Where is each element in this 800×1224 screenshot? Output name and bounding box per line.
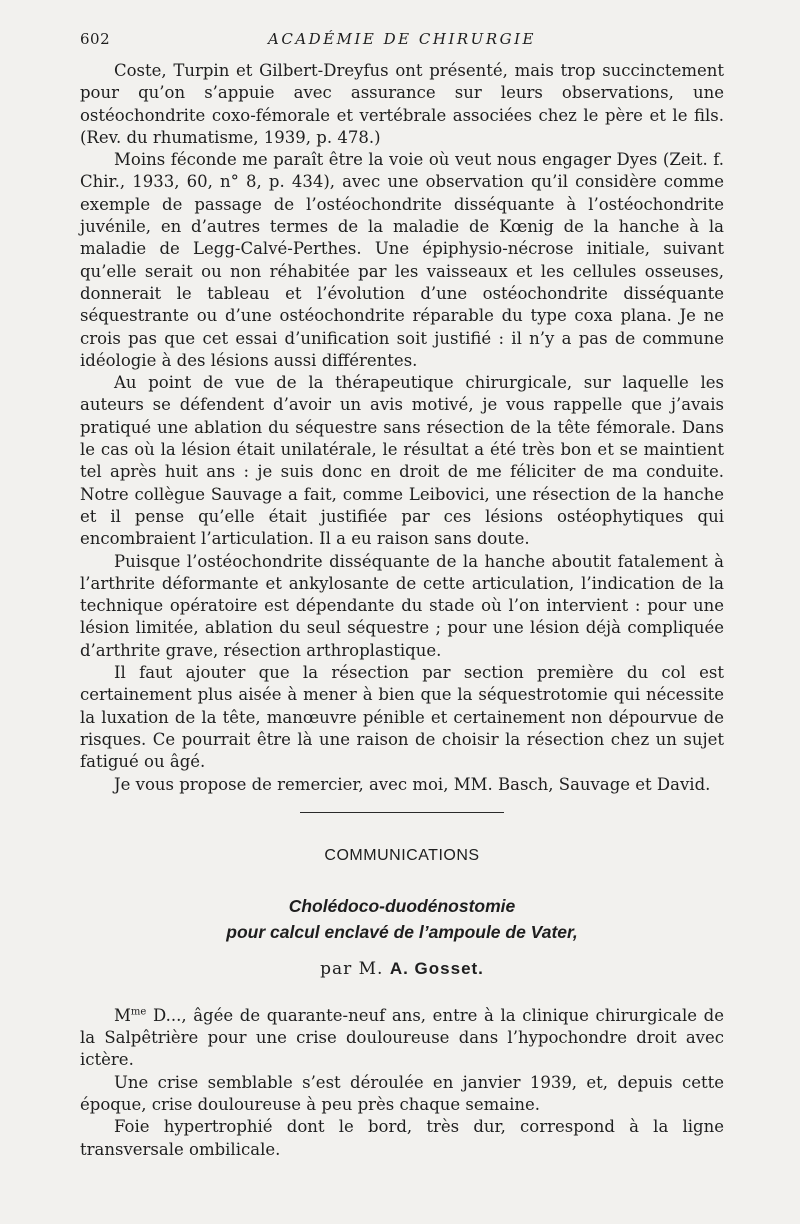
article-title-line-1: Cholédoco-duodénostomie: [288, 895, 516, 916]
report-body: [80, 60, 724, 796]
report-paragraph-4: Puisque l’ostéochondrite disséquante de la hanche aboutit fatalement à l’arthrite déformante et ankylosante de cette articulation, l’indication de la technique opératoire est dépendante du stade où l’on intervient : pour une lésion limitée, ablation du seul séquestre ; pour une lésion déjà compliquée d’arthrite grave, résection arthroplastique.: [80, 551, 724, 660]
communication-paragraph-1: [80, 1005, 724, 1072]
running-head: [80, 30, 724, 60]
article-title-line-2: pour calcul enclavé de l’ampoule de Vater,: [226, 921, 578, 942]
report-paragraph-1: Coste, Turpin et Gilbert-Dreyfus ont présenté, mais trop succinctement pour qu’on s’appuie avec assurance sur leurs observations, une ostéochondrite coxo-fémorale et vertébrale associées chez le père et le fils. (Rev. du rhumatisme, 1939, p. 478.): [80, 61, 724, 147]
report-paragraph-2: Moins féconde me paraît être la voie où veut nous engager Dyes (Zeit. f. Chir., 1933, 60, n° 8, p. 434), avec une observation qu’il considère comme exemple de passage de l’ostéochondrite disséquante à l’ostéochondrite juvénile, en d’autres termes de la maladie de Kœnig de la hanche à la maladie de Legg-Calvé-Perthes. Une épiphysio-nécrose initiale, suivant qu’elle serait ou non réhabitée par les vaisseaux et les cellules osseuses, donnerait le tableau et l’évolution d’une ostéochondrite disséquante séquestrante ou d’une ostéochondrite réparable du type coxa plana. Je ne crois pas que cet essai d’unification soit justifié : il n’y a pas de commune idéologie à des lésions aussi différentes.: [80, 150, 724, 370]
page: [80, 30, 724, 1161]
page-number: 602: [80, 30, 111, 48]
author-name: A. Gosset.: [389, 958, 484, 978]
communication-paragraph-3: Foie hypertrophié dont le bord, très dur, correspond à la ligne transversale ombilicale.: [80, 1117, 724, 1159]
patient-title: M: [114, 1005, 131, 1025]
communication-paragraph-2: Une crise semblable s’est déroulée en janvier 1939, et, depuis cette époque, crise douloureuse à peu près chaque semaine.: [80, 1072, 724, 1114]
communication-paragraph-1-text: D..., âgée de quarante-neuf ans, entre à la clinique chirurgicale de la Salpêtrière pour une crise douloureuse dans l’hypochondre droit avec ictère.: [80, 1005, 724, 1070]
article-author: [80, 959, 724, 979]
article-title: [80, 893, 724, 945]
report-paragraph-6: Je vous propose de remercier, avec moi, MM. Basch, Sauvage et David.: [114, 774, 711, 794]
journal-title: ACADÉMIE DE CHIRURGIE: [268, 30, 536, 48]
patient-title-sup: me: [130, 1006, 147, 1018]
report-paragraph-3: Au point de vue de la thérapeutique chirurgicale, sur laquelle les auteurs se défendent d’avoir un avis motivé, je vous rappelle que j’avais pratiqué une ablation du séquestre sans résection de la tête fémorale. Dans le cas où la lésion était unilatérale, le résultat a été très bon et se maintient tel après huit ans : je suis donc en droit de me féliciter de ma conduite. Notre collègue Sauvage a fait, comme Leibovici, une résection de la hanche et il pense qu’elle était justifiée par ces lésions ostéophytiques qui encombraient l’articulation. Il a eu raison sans doute.: [80, 373, 724, 549]
report-paragraph-5: Il faut ajouter que la résection par section première du col est certainement plus aisée à mener à bien que la séquestrotomie qui nécessite la luxation de la tête, manœuvre pénible et certainement non dépourvue de risques. Ce pourrait être là une raison de choisir la résection chez un sujet fatigué ou âgé.: [80, 663, 724, 772]
author-prefix: par M.: [320, 958, 384, 979]
communication-body: [80, 1005, 724, 1161]
section-heading: COMMUNICATIONS: [324, 846, 480, 864]
section-divider: [300, 812, 504, 813]
